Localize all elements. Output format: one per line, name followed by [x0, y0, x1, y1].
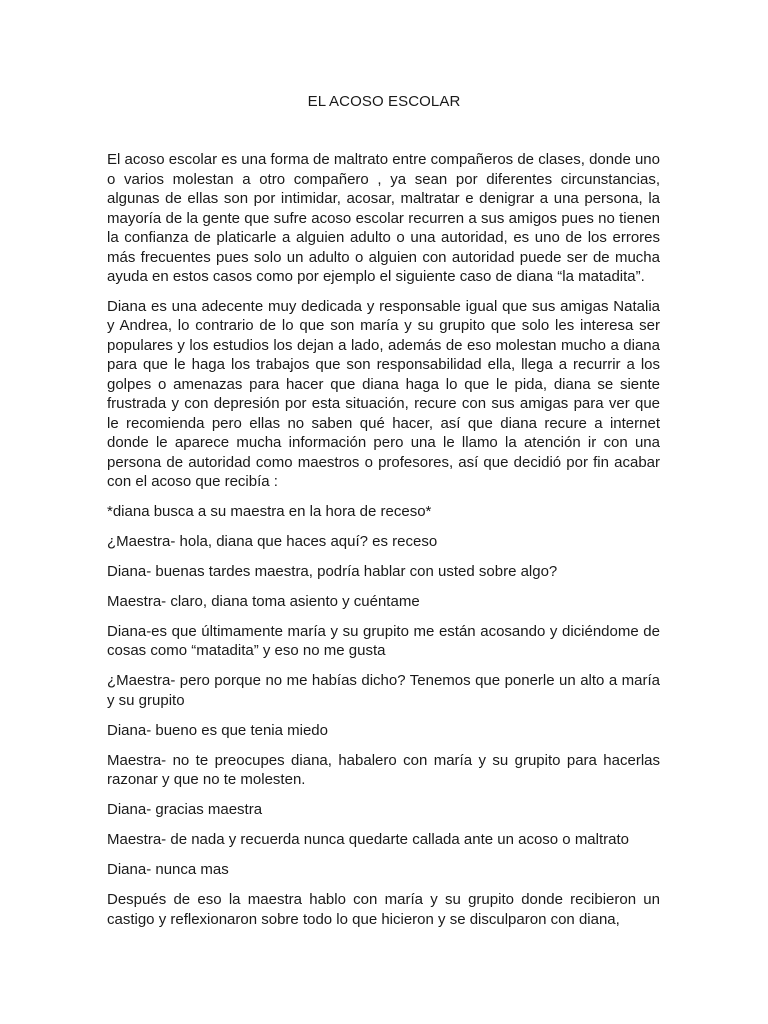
dialogue-line: Maestra- no te preocupes diana, habalero con maría y su grupito para hacerlas razonar y que no te molesten. [107, 751, 660, 788]
document-title: EL ACOSO ESCOLAR [307, 93, 461, 110]
paragraph-intro: El acoso escolar es una forma de maltrato entre compañeros de clases, donde uno o varios molestan a otro compañero , ya sean por diferentes circunstancias, algunas de ellas son por intimidar, acosar, maltratar e denigrar a una persona, la mayoría de la gente que sufre acoso escolar recurren a sus amigos pues no tienen la confianza de platicarle a alguien adulto o una autoridad, es uno de los errores más frecuentes pues solo un adulto o alguien con autoridad puede ser de mucha ayuda en estos casos como por ejemplo el siguiente caso de diana “la matadita”. [107, 151, 660, 285]
dialogue-line: ¿Maestra- hola, diana que haces aquí? es receso [107, 532, 438, 550]
dialogue-line: ¿Maestra- pero porque no me habías dicho? Tenemos que ponerle un alto a maría y su grupito [107, 672, 660, 709]
dialogue-line: Maestra- de nada y recuerda nunca quedarte callada ante un acoso o maltrato [107, 831, 629, 848]
dialogue-line: Diana- bueno es que tenia miedo [107, 721, 328, 739]
paragraph-story: Diana es una adecente muy dedicada y responsable igual que sus amigas Natalia y Andrea, lo contrario de lo que son maría y su grupito que solo les interesa ser populares y los estudios los dejan a lado, además de eso molestan mucho a diana para que le haga los trabajos que son responsabilidad ella, llega a recurrir a los golpes o amenazas para hacer que diana haga lo que le pida, diana se siente frustrada y con depresión por esta situación, recure con sus amigas para ver que le recomienda pero ellas no saben qué hacer, así que diana recure a internet donde le aparece mucha información pero una le llamo la atención ir con una persona de autoridad como maestros o profesores, así que decidió por fin acabar con el acoso que recibía : [107, 297, 660, 490]
dialogue-line: Diana- nunca mas [107, 861, 229, 878]
document-body [107, 150, 660, 939]
dialogue-line: Diana- buenas tardes maestra, podría hablar con usted sobre algo? [107, 562, 558, 580]
dialogue-line: *diana busca a su maestra en la hora de receso* [107, 502, 432, 520]
dialogue-line: Diana-es que últimamente maría y su grupito me están acosando y diciéndome de cosas como “matadita” y eso no me gusta [107, 622, 660, 659]
paragraph-closing: Después de eso la maestra hablo con maría y su grupito donde recibieron un castigo y reflexionaron sobre todo lo que hicieron y se disculparon con diana, [107, 891, 660, 928]
dialogue-line: Diana- gracias maestra [107, 801, 263, 818]
dialogue-line: Maestra- claro, diana toma asiento y cuéntame [107, 592, 420, 610]
